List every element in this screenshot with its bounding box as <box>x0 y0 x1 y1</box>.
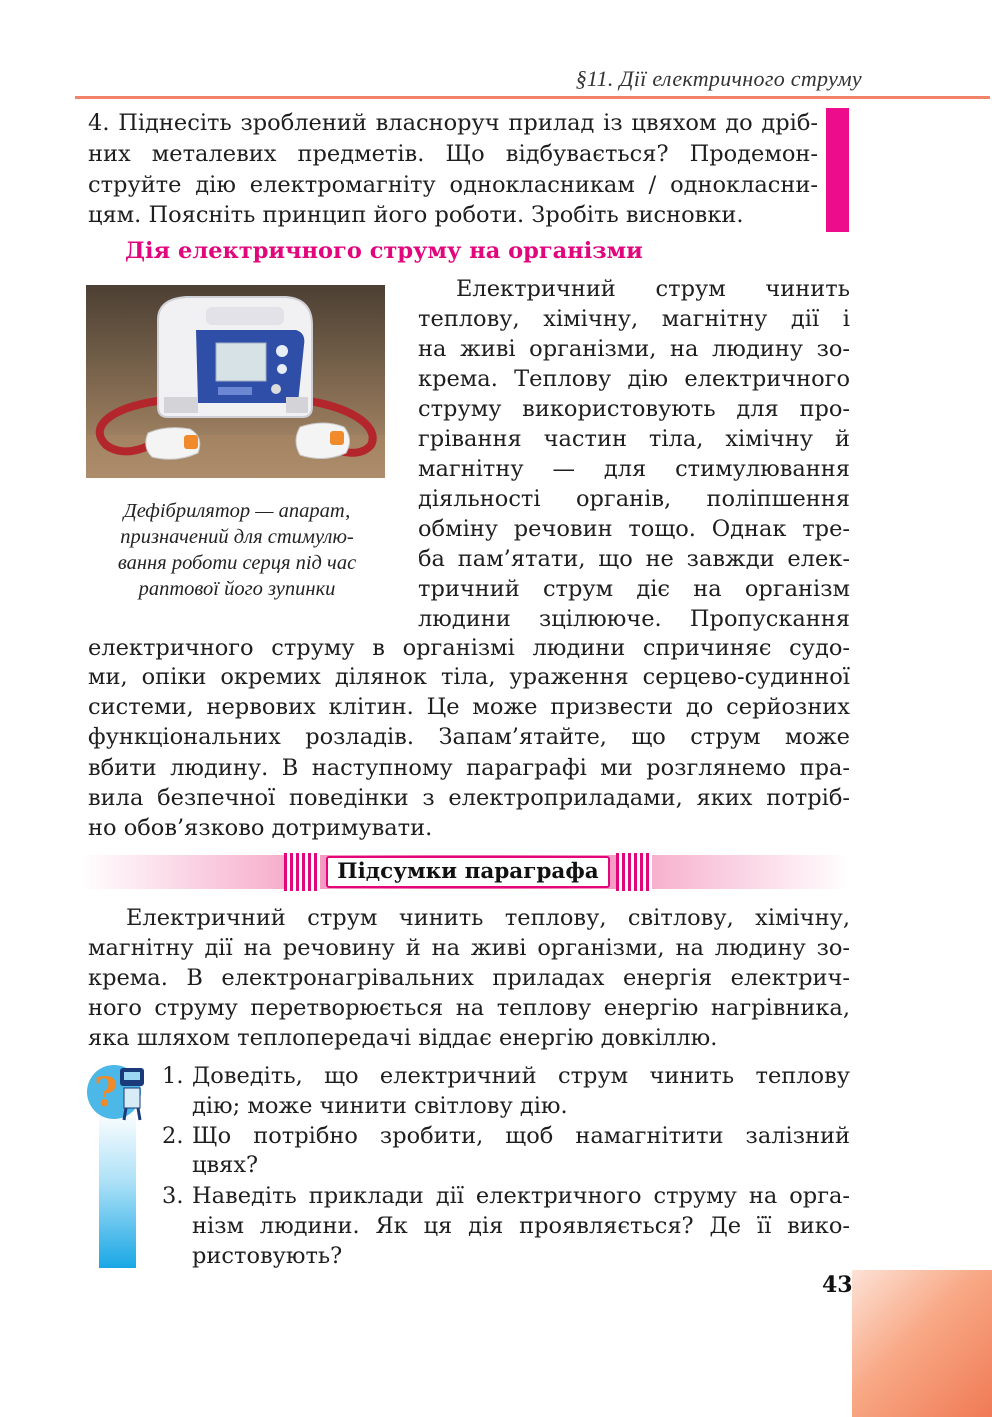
svg-text:?: ? <box>94 1069 118 1116</box>
question-line: Наведіть приклади дії електричного струму на орга- <box>192 1183 850 1209</box>
caption-line: вання роботи серця під час <box>117 552 357 574</box>
body-line: ба пам’ятати, що не завжди елек- <box>418 546 850 572</box>
section-heading: Дія електричного струму на організми <box>125 238 643 264</box>
corner-accent <box>852 1270 992 1417</box>
body-line: грівання частин тіла, хімічну й <box>418 426 850 452</box>
question-number: 3. <box>162 1183 184 1209</box>
body-line: крема. Теплову дію електричного <box>418 366 850 392</box>
body-line: діяльності органів, поліпшення <box>418 486 850 512</box>
side-tab-marker <box>826 108 849 232</box>
question-robot-icon <box>86 1058 156 1122</box>
defibrillator-illustration <box>86 285 385 478</box>
body-line: ми, опіки окремих ділянок тіла, ураження серцево-судинної <box>88 664 850 690</box>
summary-title: Підсумки параграфа <box>337 859 599 884</box>
summary-title-box <box>326 856 610 888</box>
page-number: 43 <box>822 1272 853 1298</box>
question-number: 1. <box>162 1063 184 1089</box>
question-line: цвях? <box>192 1152 259 1178</box>
task-line: цям. Поясніть принцип його роботи. Зробіть висновки. <box>88 202 744 228</box>
body-line: теплову, хімічну, магнітну дії і <box>418 306 850 332</box>
question-line: нізм людини. Як ця дія проявляється? Де її вико- <box>192 1213 850 1239</box>
body-line: вила безпечної поведінки з електроприладами, яких потріб- <box>88 785 850 811</box>
body-line: тричний струм діє на організм <box>418 576 850 602</box>
figure-caption <box>88 498 386 602</box>
question-line: дію; може чинити світлову дію. <box>192 1093 568 1119</box>
summary-line: ного струму перетворюється на теплову енергію нагрівника, <box>88 995 850 1021</box>
body-line: струму використовують для про- <box>418 396 850 422</box>
question-line: ристовують? <box>192 1243 343 1269</box>
caption-line: призначений для стимулю- <box>120 526 354 548</box>
task-line: 4. Піднесіть зроблений власноруч прилад із цвяхом до дріб- <box>88 110 818 136</box>
body-line: магнітну — для стимулювання <box>418 456 850 482</box>
header-rule <box>75 96 990 99</box>
body-line: функціональних розладів. Запам’ятайте, що струм може <box>88 724 850 750</box>
body-line: системи, нервових клітин. Це може призвести до серйозних <box>88 694 850 720</box>
question-line: Що потрібно зробити, щоб намагнітити залізний <box>192 1123 850 1149</box>
banner-stripes-left <box>284 853 320 891</box>
summary-line: яка шляхом теплопередачі віддає енергію довкіллю. <box>88 1025 718 1051</box>
body-line: Електричний струм чинить <box>456 276 850 302</box>
task-line: струйте дію електромагніту однокласникам / однокласни- <box>88 172 818 198</box>
summary-line: крема. В електронагрівальних приладах енергія електрич- <box>88 965 850 991</box>
caption-line: Дефібрилятор — апарат, <box>123 500 351 522</box>
banner-stripes-right <box>616 853 652 891</box>
body-line: вбити людину. В наступному параграфі ми розглянемо пра- <box>88 755 850 781</box>
questions-sidebar <box>99 1110 136 1268</box>
question-number: 2. <box>162 1123 184 1149</box>
body-line: електричного струму в організмі людини спричиняє судо- <box>88 635 850 661</box>
summary-line: магнітну дії на речовину й на живі організми, на людину зо- <box>88 935 850 961</box>
caption-line: раптової його зупинки <box>138 578 336 600</box>
body-line: обміну речовин тощо. Однак тре- <box>418 516 850 542</box>
body-line: но обов’язково дотримувати. <box>88 815 433 841</box>
summary-line: Електричний струм чинить теплову, світлову, хімічну, <box>126 905 850 931</box>
body-line: людини зцілююче. Пропускання <box>418 606 850 632</box>
body-line: на живі організми, на людину зо- <box>418 336 850 362</box>
task-line: них металевих предметів. Що відбувається? Продемон- <box>88 141 818 167</box>
running-head: §11. Дії електричного струму <box>575 66 862 91</box>
question-line: Доведіть, що електричний струм чинить теплову <box>192 1063 850 1089</box>
defibrillator-photo <box>86 285 385 478</box>
